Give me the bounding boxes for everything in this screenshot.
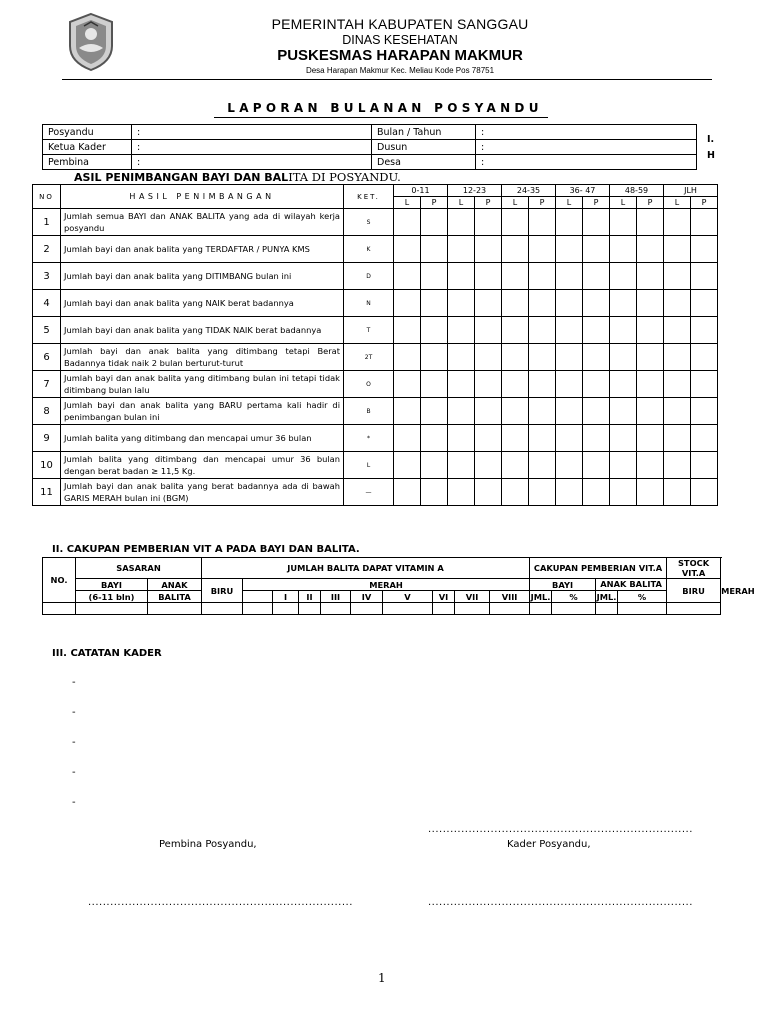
kabupaten-logo [66,12,116,72]
merah-col-1: I [273,591,299,603]
cakupan-sub-0: JML. [530,591,551,602]
lp-header-2-1: P [529,197,556,209]
value-cell[interactable] [637,263,664,290]
value-cell[interactable] [421,209,448,236]
value-cell[interactable] [556,290,583,317]
row-ket: * [344,425,394,452]
value-cell[interactable] [421,398,448,425]
row-description: Jumlah bayi dan anak balita yang TERDAFTAR / PUNYA KMS [61,236,344,263]
value-cell[interactable] [637,209,664,236]
value-cell[interactable] [394,344,421,371]
lp-header-1-1: P [475,197,502,209]
value-cell[interactable] [610,344,637,371]
header-puskesmas: PUSKESMAS HARAPAN MAKMUR [277,47,523,64]
vit-head-no: NO. [43,558,76,603]
value-cell[interactable] [556,479,583,506]
value-cell[interactable] [475,209,502,236]
table-row [33,209,718,236]
table-row [33,290,718,317]
row-description: Jumlah balita yang ditimbang dan mencapai umur 36 bulan [61,425,344,452]
value-cell[interactable] [664,452,691,479]
merah-col-8: VIII [490,591,530,603]
value-cell[interactable] [394,452,421,479]
value-cell[interactable] [610,398,637,425]
value-cell[interactable] [394,479,421,506]
value-cell[interactable] [448,479,475,506]
value-cell[interactable] [529,236,556,263]
value-cell[interactable] [691,263,718,290]
kader-signature-line[interactable]: ........................................................................ [428,897,693,908]
value-cell[interactable] [691,425,718,452]
field-bulan-tahun[interactable]: : [476,125,697,140]
value-cell[interactable] [394,371,421,398]
age-group-1: 12-23 [448,185,502,197]
weighing-rows [33,209,718,506]
row-ket: T [344,317,394,344]
table-row [33,452,718,479]
value-cell[interactable] [502,344,529,371]
value-cell[interactable] [529,452,556,479]
row-description: Jumlah bayi dan anak balita yang TIDAK NAIK berat badannya [61,317,344,344]
row-description: Jumlah bayi dan anak balita yang ditimbang tetapi Berat Badannya tidak naik 2 bulan berturut-turut [61,344,344,371]
table-row [33,236,718,263]
row-description: Jumlah bayi dan anak balita yang DITIMBANG bulan ini [61,263,344,290]
value-cell[interactable] [502,236,529,263]
value-cell[interactable] [664,290,691,317]
vit-head-bln: (6-11 bln) [76,591,148,603]
label-ketua-kader: Ketua Kader [43,140,132,155]
value-cell[interactable] [529,290,556,317]
value-cell[interactable] [475,290,502,317]
value-cell[interactable] [448,209,475,236]
vit-entry-cell[interactable] [351,603,383,615]
table-row [33,317,718,344]
value-cell[interactable] [394,263,421,290]
age-group-3: 36- 47 [556,185,610,197]
note-dash-2: - [72,707,76,718]
report-title: LAPORAN BULANAN POSYANDU [227,101,543,115]
header-divider [62,79,712,80]
vit-entry-cell[interactable] [76,603,148,615]
row-description: Jumlah semua BAYI dan ANAK BALITA yang ada di wilayah kerja posyandu [61,209,344,236]
vit-entry-cell[interactable] [490,603,530,615]
value-cell[interactable] [556,209,583,236]
value-cell[interactable] [529,425,556,452]
value-cell[interactable] [421,452,448,479]
value-cell[interactable] [637,425,664,452]
value-cell[interactable] [502,290,529,317]
value-cell[interactable] [502,209,529,236]
value-cell[interactable] [448,398,475,425]
value-cell[interactable] [664,209,691,236]
field-pembina[interactable]: : [132,155,372,170]
row-description: Jumlah balita yang ditimbang dan mencapai umur 36 bulan dengan berat badan ≥ 11,5 Kg. [61,452,344,479]
value-cell[interactable] [502,479,529,506]
lp-header-1-0: L [448,197,475,209]
pembina-signature-line[interactable]: ........................................................................ [88,897,353,908]
value-cell[interactable] [664,371,691,398]
value-cell[interactable] [556,317,583,344]
value-cell[interactable] [664,263,691,290]
info-row-pembina [43,155,697,170]
vit-entry-cell[interactable] [596,603,618,615]
vit-entry-cell[interactable] [202,603,243,615]
value-cell[interactable] [394,398,421,425]
value-cell[interactable] [529,398,556,425]
value-cell[interactable] [610,371,637,398]
row-ket: S [344,209,394,236]
value-cell[interactable] [691,317,718,344]
value-cell[interactable] [664,425,691,452]
row-ket: L [344,452,394,479]
vit-head-sasaran: SASARAN [76,558,202,579]
value-cell[interactable] [610,290,637,317]
value-cell[interactable] [610,209,637,236]
value-cell[interactable] [394,317,421,344]
value-cell[interactable] [475,371,502,398]
label-desa: Desa [372,155,476,170]
field-posyandu[interactable]: : [132,125,372,140]
value-cell[interactable] [448,371,475,398]
vit-head-merah: MERAH [243,579,530,591]
row-ket: N [344,290,394,317]
value-cell[interactable] [529,317,556,344]
vit-entry-cell[interactable] [433,603,455,615]
kader-label: Kader Posyandu, [507,839,591,850]
value-cell[interactable] [475,452,502,479]
row-ket: — [344,479,394,506]
value-cell[interactable] [664,479,691,506]
lp-header-3-0: L [556,197,583,209]
vit-entry-cell[interactable] [618,603,667,615]
value-cell[interactable] [610,317,637,344]
vit-head-balita: BALITA [148,591,202,603]
table-row [33,425,718,452]
merah-col-4: IV [351,591,383,603]
row-number: 11 [33,479,61,506]
section3-heading: III. CATATAN KADER [52,648,162,659]
page-number: 1 [378,971,386,985]
value-cell[interactable] [583,209,610,236]
label-posyandu: Posyandu [43,125,132,140]
value-cell[interactable] [664,398,691,425]
value-cell[interactable] [502,452,529,479]
vit-head-bayi: BAYI [76,579,148,591]
row-ket: D [344,263,394,290]
value-cell[interactable] [610,452,637,479]
value-cell[interactable] [529,209,556,236]
row-description: Jumlah bayi dan anak balita yang BARU pertama kali hadir di penimbangan bulan ini [61,398,344,425]
row-number: 9 [33,425,61,452]
lp-header-0-1: P [421,197,448,209]
value-cell[interactable] [448,317,475,344]
value-cell[interactable] [421,344,448,371]
value-cell[interactable] [448,263,475,290]
value-cell[interactable] [691,209,718,236]
row-number: 10 [33,452,61,479]
cakupan-sub-3: % [618,591,667,603]
date-line[interactable]: ........................................................................ [428,824,693,835]
section1-heading-serif: ITA DI POSYANDU. [288,170,401,184]
value-cell[interactable] [637,236,664,263]
age-group-4: 48-59 [610,185,664,197]
value-cell[interactable] [529,479,556,506]
lp-header-5-0: L [664,197,691,209]
value-cell[interactable] [556,398,583,425]
header-address: Desa Harapan Makmur Kec. Meliau Kode Pos 78751 [305,66,495,75]
value-cell[interactable] [583,398,610,425]
vit-entry-cell[interactable] [243,603,273,615]
value-cell[interactable] [583,371,610,398]
value-cell[interactable] [637,371,664,398]
lp-header-2-0: L [502,197,529,209]
value-cell[interactable] [502,371,529,398]
section2-heading: II. CAKUPAN PEMBERIAN VIT A PADA BAYI DAN BALITA. [52,544,360,555]
value-cell[interactable] [475,425,502,452]
row-number: 7 [33,371,61,398]
vit-head-jumlah: JUMLAH BALITA DAPAT VITAMIN A [202,558,530,579]
value-cell[interactable] [583,263,610,290]
vit-entry-cell[interactable] [667,603,721,615]
row-number: 4 [33,290,61,317]
table-row [33,479,718,506]
row-description: Jumlah bayi dan anak balita yang berat badannya ada di bawah GARIS MERAH bulan ini (BGM) [61,479,344,506]
col-head-ket: KET. [344,185,394,209]
value-cell[interactable] [529,344,556,371]
value-cell[interactable] [637,452,664,479]
value-cell[interactable] [394,425,421,452]
info-row-posyandu [43,125,697,140]
lp-header-4-1: P [637,197,664,209]
value-cell[interactable] [421,317,448,344]
col-head-hasil: HASIL PENIMBANGAN [61,185,344,209]
vit-head-cak-bayi: BAYI [530,579,596,591]
value-cell[interactable] [691,452,718,479]
value-cell[interactable] [475,344,502,371]
table-row [33,398,718,425]
value-cell[interactable] [583,452,610,479]
label-bulan-tahun: Bulan / Tahun [372,125,476,140]
value-cell[interactable] [448,452,475,479]
value-cell[interactable] [502,263,529,290]
lp-header-5-1: P [691,197,718,209]
table-row [33,263,718,290]
value-cell[interactable] [691,344,718,371]
vit-entry-cell[interactable] [530,603,552,615]
value-cell[interactable] [448,236,475,263]
value-cell[interactable] [556,452,583,479]
field-desa[interactable]: : [476,155,697,170]
label-pembina: Pembina [43,155,132,170]
value-cell[interactable] [556,236,583,263]
value-cell[interactable] [502,317,529,344]
value-cell[interactable] [583,479,610,506]
value-cell[interactable] [637,479,664,506]
col-head-no: NO [33,185,61,209]
value-cell[interactable] [475,263,502,290]
value-cell[interactable] [502,425,529,452]
age-group-total: JLH [664,185,718,197]
merah-col-3: III [321,591,351,603]
row-number: 2 [33,236,61,263]
merah-col-7: VII [455,591,490,603]
field-ketua-kader[interactable]: : [132,140,372,155]
vit-entry-cell[interactable] [43,603,76,615]
value-cell[interactable] [421,425,448,452]
value-cell[interactable] [421,290,448,317]
value-cell[interactable] [610,425,637,452]
row-ket: K [344,236,394,263]
row-description: Jumlah bayi dan anak balita yang ditimbang bulan ini tetapi tidak ditimbang bulan lalu [61,371,344,398]
value-cell[interactable] [394,209,421,236]
vit-head-stock: STOCK VIT.A [667,558,721,579]
value-cell[interactable] [583,290,610,317]
row-ket: 2T [344,344,394,371]
lp-header-4-0: L [610,197,637,209]
value-cell[interactable] [394,236,421,263]
value-cell[interactable] [664,236,691,263]
value-cell[interactable] [556,344,583,371]
value-cell[interactable] [475,398,502,425]
table-row [33,344,718,371]
value-cell[interactable] [691,236,718,263]
value-cell[interactable] [475,317,502,344]
value-cell[interactable] [610,236,637,263]
note-dash-1: - [72,677,76,688]
vit-entry-row [43,603,721,615]
value-cell[interactable] [664,344,691,371]
value-cell[interactable] [691,479,718,506]
value-cell[interactable] [529,371,556,398]
label-dusun: Dusun [372,140,476,155]
row-number: 6 [33,344,61,371]
title-underline [214,117,548,118]
side-mark-h: H [707,150,715,161]
row-number: 8 [33,398,61,425]
value-cell[interactable] [394,290,421,317]
lp-header-0-0: L [394,197,421,209]
value-cell[interactable] [637,290,664,317]
note-dash-5: - [72,797,76,808]
value-cell[interactable] [691,290,718,317]
vit-entry-cell[interactable] [148,603,202,615]
vit-head-cakupan: CAKUPAN PEMBERIAN VIT.A [530,558,667,579]
value-cell[interactable] [637,398,664,425]
value-cell[interactable] [475,479,502,506]
merah-col-5: V [383,591,433,603]
value-cell[interactable] [421,263,448,290]
value-cell[interactable] [475,236,502,263]
row-ket: O [344,371,394,398]
lp-header-3-1: P [583,197,610,209]
vit-head-anak: ANAK [148,579,202,591]
info-row-ketua [43,140,697,155]
value-cell[interactable] [421,479,448,506]
value-cell[interactable] [583,344,610,371]
note-dash-4: - [72,767,76,778]
vit-head-stock-biru: BIRU [667,579,721,603]
info-table [42,124,697,170]
field-dusun[interactable]: : [476,140,697,155]
vit-entry-cell[interactable] [321,603,351,615]
vit-entry-cell[interactable] [455,603,490,615]
header-government: PEMERINTAH KABUPATEN SANGGAU [271,16,529,32]
vit-entry-cell[interactable] [273,603,299,615]
age-group-0: 0-11 [394,185,448,197]
section1-heading [74,170,401,184]
value-cell[interactable] [583,317,610,344]
value-cell[interactable] [637,344,664,371]
merah-col-blank [243,591,273,603]
value-cell[interactable] [556,263,583,290]
merah-col-2: II [299,591,321,603]
pembina-label: Pembina Posyandu, [159,839,257,850]
value-cell[interactable] [637,317,664,344]
merah-col-6: VI [433,591,455,603]
vit-entry-cell[interactable] [383,603,433,615]
section1-heading-bold: ASIL PENIMBANGAN BAYI DAN BAL [74,171,289,184]
cakupan-sub-2: JML. [596,591,617,602]
value-cell[interactable] [448,344,475,371]
vit-head-cak-anak-balita: ANAK BALITA [596,579,667,591]
vit-entry-cell[interactable] [552,603,596,615]
row-number: 5 [33,317,61,344]
weighing-table [32,184,718,506]
value-cell[interactable] [556,371,583,398]
vit-head-biru: BIRU [202,579,243,603]
row-description: Jumlah bayi dan anak balita yang NAIK berat badannya [61,290,344,317]
value-cell[interactable] [421,236,448,263]
value-cell[interactable] [502,398,529,425]
note-dash-3: - [72,737,76,748]
vit-entry-cell[interactable] [299,603,321,615]
value-cell[interactable] [691,371,718,398]
value-cell[interactable] [556,425,583,452]
value-cell[interactable] [448,290,475,317]
value-cell[interactable] [610,479,637,506]
value-cell[interactable] [583,236,610,263]
value-cell[interactable] [664,317,691,344]
vitamin-a-table: NO. SASARAN JUMLAH BALITA DAPAT VITAMIN A CAKUPAN PEMBERIAN VIT.A STOCK VIT.A BAYI ANAK BIRU MERAH BAYI ANAK BALITA BIRU MERAH (6-11 bln) BALITA I II III IV V VI VII VIII JML. % JML. % [42,557,721,615]
value-cell[interactable] [691,398,718,425]
value-cell[interactable] [610,263,637,290]
value-cell[interactable] [529,263,556,290]
table-row [33,371,718,398]
side-mark-i: I. [707,134,715,145]
row-number: 1 [33,209,61,236]
cakupan-sub-1: % [552,591,596,603]
value-cell[interactable] [583,425,610,452]
value-cell[interactable] [421,371,448,398]
row-number: 3 [33,263,61,290]
value-cell[interactable] [448,425,475,452]
header-department: DINAS KESEHATAN [342,33,458,47]
vit-subheader-row [43,591,721,603]
age-group-2: 24-35 [502,185,556,197]
row-ket: B [344,398,394,425]
